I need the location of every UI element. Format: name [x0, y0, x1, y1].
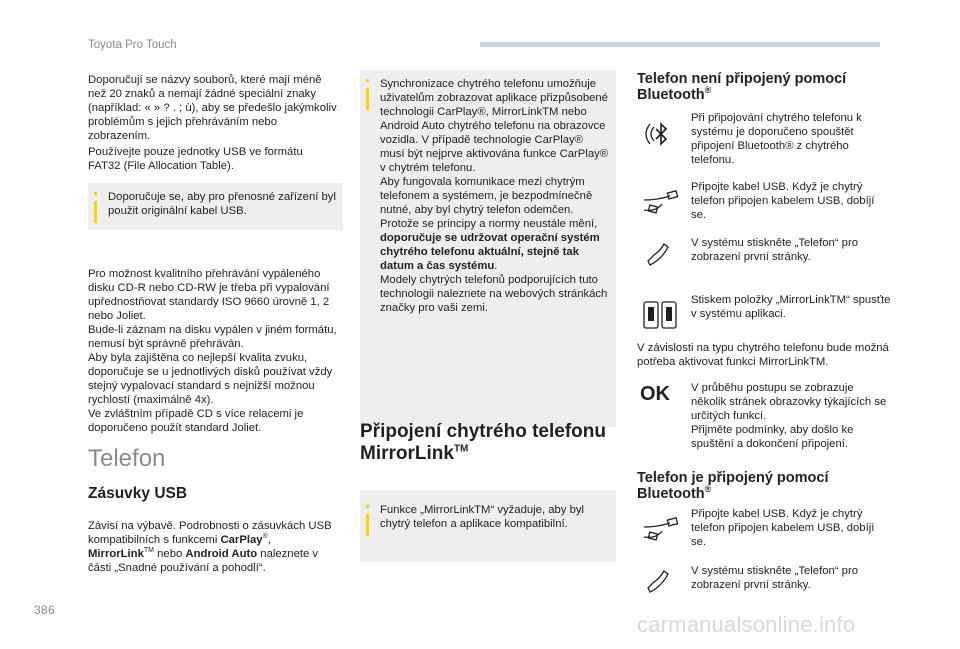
bt-on-heading: Telefon je připojený pomocí Bluetooth® [637, 470, 829, 502]
sync-note [360, 70, 616, 427]
usb-text: naleznete v části „Snadné používání a pohodlí“. [88, 548, 319, 574]
phone-handset-icon [640, 564, 680, 604]
usb-instruction: Připojte kabel USB. Když je chytrý telefon připojen kabelem USB, dobíjí se. [691, 508, 875, 548]
usb-heading: Zásuvky USB [88, 485, 188, 502]
ok-icon: OK [640, 383, 670, 405]
running-header: Toyota Pro Touch [88, 39, 177, 51]
mirrorlink-activation-text: V závislosti na typu chytrého telefonu bude možná potřeba aktivovat funkci MirrorLinkTM. [637, 342, 889, 368]
usb-instruction: Připojte kabel USB. Když je chytrý telefon připojen kabelem USB, dobíjí se. [691, 181, 875, 221]
usb-format-paragraph: Používejte pouze jednotky USB ve formátu FAT32 (File Allocation Table). [88, 146, 303, 172]
mirrorlink-note [360, 490, 616, 562]
header-rule [480, 42, 880, 47]
usb-cable-note [88, 183, 343, 230]
bt-on-heading-text: Telefon je připojený pomocí Bluetooth [637, 470, 829, 502]
note-info-bar [366, 88, 369, 110]
cd-paragraph: Pro možnost kvalitního přehrávání vypáleného disku CD-R nebo CD-RW je třeba při vypalování upřednostňovat standardy ISO 9660 úrovně 1, 2 nebo Joliet. Bude-li záznam na disku vypálen v jiném formátu, nemusí být správně přehráván. Aby byla zajištěna co nejlepší kvalita zvuku, doporučuje se u jednotlivých disků používat vždy stejný vypalovací standard s nejnižší možnou rychlostí (maximálně 4x). Ve zvláštním případě CD s více relacemi je doporučeno použít standard Joliet. [88, 268, 337, 434]
section-title: Telefon [88, 445, 166, 472]
bluetooth-icon [640, 114, 680, 154]
ok-instruction: V průběhu postupu se zobrazuje několik stránek obrazovky týkajících se určitých funkcí. Přijměte podmínky, aby došlo ke spuštění a dokončení připojení. [691, 382, 887, 450]
note-text-a: Synchronizace chytrého telefonu umožňuje uživatelům zobrazovat aplikace přizpůsobené technologii CarPlay®, MirrorLinkTM nebo Android Auto chytrého telefonu na obrazovce vozidla. V případě technologie CarPlay® musí být nejprve aktivována funkce CarPlay® v chytrém telefonu. Aby fungovala komunikace mezi chytrým telefonem a systémem, je bezpodmínečně nutné, aby byl chytrý telefon odemčen. Protože se principy a normy neustále mění, [380, 78, 609, 230]
phone-instruction: V systému stiskněte „Telefon“ pro zobrazení první stránky. [691, 237, 859, 263]
page-number: 386 [34, 603, 55, 617]
note-text [380, 77, 610, 315]
note-info-bar [366, 514, 369, 536]
bt-off-heading-text: Telefon není připojený pomocí Bluetooth [637, 71, 847, 103]
usb-text: nebo [153, 548, 186, 560]
android-term: Android Auto [185, 548, 258, 560]
carplay-term: CarPlay [220, 534, 263, 546]
tm-mark: TM [453, 443, 469, 455]
bt-off-heading: Telefon není připojený pomocí Bluetooth® [637, 71, 847, 103]
note-bold: doporučuje se udržovat operační systém chytrého telefonu aktuální, stejně tak datum a čas systému [380, 232, 600, 272]
usb-cable-icon [640, 184, 680, 224]
bt-instruction: Při připojování chytrého telefonu k systému je doporučeno spouštět připojení Bluetooth® z chytrého telefonu. [691, 112, 862, 166]
note-info-marker [366, 79, 369, 82]
note-info-marker [366, 505, 369, 508]
usb-cable-icon [640, 511, 680, 551]
note-text: Doporučuje se, aby pro přenosné zařízení byl použit originální kabel USB. [108, 191, 336, 217]
mirrorlink-instruction: Stiskem položky „MirrorLinkTM“ spusťte v systému aplikaci. [691, 294, 891, 320]
note-info-marker [94, 192, 97, 195]
note-text: Funkce „MirrorLinkTM“ vyžaduje, aby byl chytrý telefon a aplikace kompatibilní. [380, 504, 585, 530]
usb-paragraph: Závisí na výbavě. Podrobnosti o zásuvkách USB kompatibilních s funkcemi CarPlay®, MirrorLink™ nebo Android Auto naleznete v části „Snadné používání a pohodlí“. [88, 520, 332, 574]
mirrorlink-heading [360, 421, 620, 465]
filename-paragraph: Doporučují se názvy souborů, které mají méně než 20 znaků a nemají žádné speciální znaky (například: « » ? . ; ù), aby se předešlo jakýmkoliv problémům s jejich přehráváním nebo zobrazením. [88, 74, 337, 142]
phone-instruction: V systému stiskněte „Telefon“ pro zobrazení první stránky. [691, 565, 859, 591]
mirrorlink-term: MirrorLink [88, 548, 144, 560]
mirrorlink-icon [640, 296, 680, 336]
usb-text: Závisí na výbavě. Podrobnosti o zásuvkách USB kompatibilních s funkcemi [88, 520, 332, 546]
note-text-c: . Modely chytrých telefonů podporujících tuto technologii naleznete na webových stránkách značky pro vaši zemi. [380, 260, 608, 314]
mirrorlink-heading-text: Připojení chytrého telefonu MirrorLink [360, 421, 606, 464]
phone-handset-icon [640, 237, 680, 277]
watermark: carmanualsonline.info [637, 612, 856, 637]
note-info-bar [94, 201, 97, 223]
